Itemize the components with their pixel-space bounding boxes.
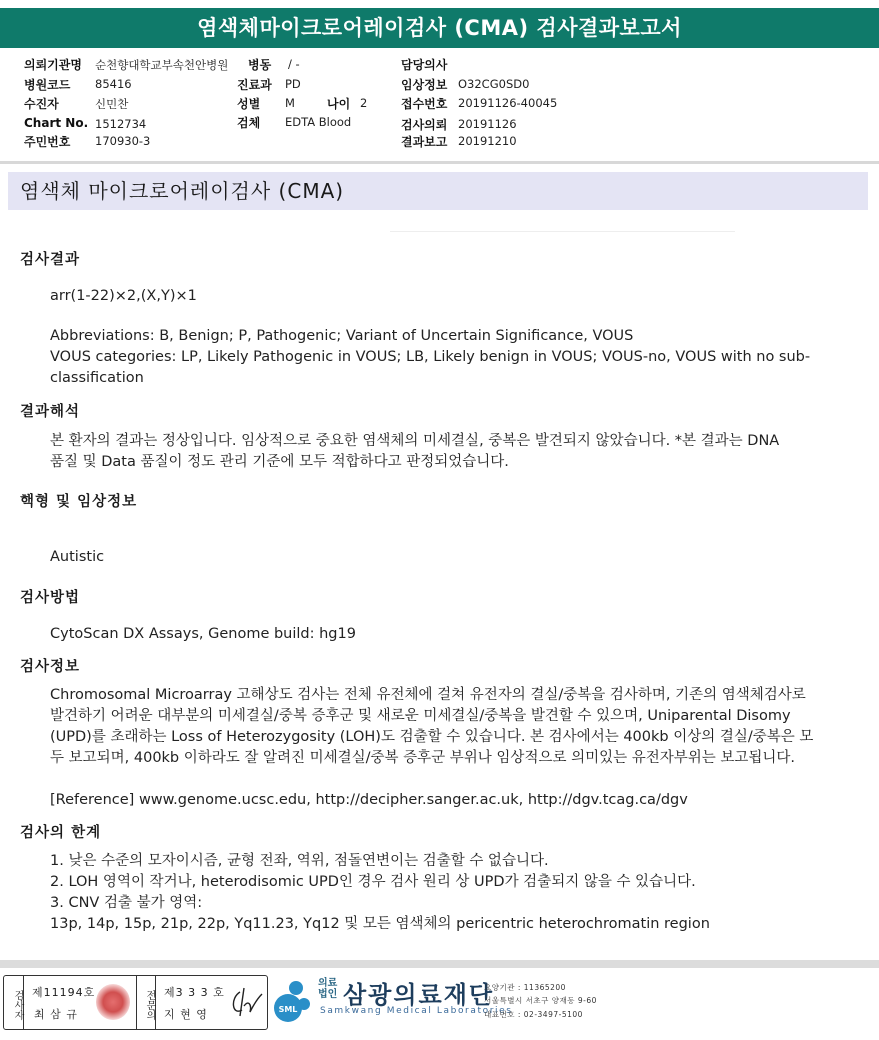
sex-label: 성별	[237, 97, 261, 111]
section-banner: 염색체 마이크로어레이검사 (CMA)	[8, 172, 868, 210]
org-name-en: Samkwang Medical Laboratories	[320, 1006, 513, 1016]
test-info-line2: 발견하기 어려운 대부분의 미세결실/중복 증후군 및 새로운 미세결실/중복을 발견할 수 있으며, Uniparental Disomy	[50, 708, 791, 724]
sml-logo-icon	[272, 978, 316, 1026]
specimen-label: 검체	[237, 116, 261, 130]
test-info-line1: Chromosomal Microarray 고해상도 검사는 전체 유전체에 걸쳐 유전자의 결실/중복을 검사하며, 기존의 염색체검사로	[50, 687, 806, 703]
specimen-value: EDTA Blood	[285, 115, 352, 129]
resident-no-value: 170930-3	[95, 134, 151, 148]
limit-item-3-detail: 13p, 14p, 15p, 21p, 22p, Yq11.23, Yq12 및 모든 염색체의 pericentric heterochromatin region	[50, 916, 710, 932]
specialist-label: 전문의	[136, 976, 156, 1029]
interpretation-line2: 품질 및 Data 품질이 정도 관리 기준에 모두 적합하다고 판정되었습니다.	[50, 454, 509, 470]
inspector-label: 검사자	[4, 976, 24, 1029]
receipt-no-label: 접수번호	[401, 97, 448, 111]
interpretation-line1: 본 환자의 결과는 정상입니다. 임상적으로 중요한 염색체의 미세결실, 중복은 발견되지 않았습니다. *본 결과는 DNA	[50, 433, 780, 449]
age-label: 나이	[327, 97, 351, 111]
patient-info-block	[0, 56, 879, 156]
chart-no-label: Chart No.	[24, 116, 89, 130]
org-type-line1: 의료	[318, 978, 338, 989]
limits-heading: 검사의 한계	[20, 825, 102, 841]
test-info-heading: 검사정보	[20, 659, 81, 675]
inspector-license: 제11194호	[32, 986, 96, 999]
inspector-seal-icon	[96, 984, 130, 1020]
signature-box	[3, 975, 268, 1030]
result-report-label: 결과보고	[401, 135, 448, 149]
contact-code: 요양기관 : 11365200	[484, 983, 566, 992]
org-type	[318, 978, 337, 1000]
limit-item-2: 2. LOH 영역이 작거나, heterodisomic UPD인 경우 검사 원리 상 UPD가 검출되지 않을 수 있습니다.	[50, 874, 696, 890]
doctor-label: 담당의사	[401, 58, 448, 72]
age-value: 2	[360, 96, 368, 110]
ward-value: / -	[288, 57, 300, 71]
institution-value: 순천향대학교부속천안병원	[95, 58, 229, 72]
resident-no-label: 주민번호	[24, 135, 71, 149]
vous-categories-line2: classification	[50, 370, 144, 386]
hospital-code-value: 85416	[95, 77, 132, 91]
result-value: arr(1-22)×2,(X,Y)×1	[50, 288, 197, 304]
department-label: 진료과	[237, 78, 272, 92]
org-name: 삼광의료재단	[343, 981, 495, 1009]
specialist-license: 제3 3 3 호	[164, 986, 225, 999]
abbreviations-text: Abbreviations: B, Benign; P, Pathogenic; Variant of Uncertain Significance, VOUS	[50, 328, 634, 344]
karyotype-heading: 핵형 및 임상정보	[20, 494, 138, 510]
footer-divider	[0, 960, 879, 968]
org-type-line2: 법인	[318, 989, 338, 1000]
inspector-name: 최 삼 규	[34, 1008, 78, 1021]
vous-categories-line1: VOUS categories: LP, Likely Pathogenic in VOUS; LB, Likely benign in VOUS; VOUS-no, VOUS with no sub-	[50, 349, 811, 365]
interpretation-heading: 결과해석	[20, 404, 81, 420]
reference-text: [Reference] www.genome.ucsc.edu, http://decipher.sanger.ac.uk, http://dgv.tcag.ca/dgv	[50, 792, 688, 808]
department-value: PD	[285, 77, 301, 91]
method-value: CytoScan DX Assays, Genome build: hg19	[50, 626, 356, 642]
limit-item-3: 3. CNV 검출 불가 영역:	[50, 895, 203, 911]
contact-phone: 대표번호 : 02-3497-5100	[484, 1010, 583, 1019]
test-request-label: 검사의뢰	[401, 118, 448, 132]
faint-divider	[390, 231, 735, 232]
limit-item-1: 1. 낮은 수준의 모자이시즘, 균형 전좌, 역위, 점돌연변이는 검출할 수 없습니다.	[50, 853, 549, 869]
clinical-info-label: 임상정보	[401, 78, 448, 92]
report-title: 염색체마이크로어레이검사 (CMA) 검사결과보고서	[0, 8, 879, 48]
specialist-name: 지 현 영	[164, 1008, 208, 1021]
patient-name-value: 신민찬	[95, 97, 129, 111]
sex-value: M	[285, 96, 295, 110]
karyotype-value: Autistic	[50, 549, 105, 565]
info-divider	[0, 161, 879, 164]
receipt-no-value: 20191126-40045	[458, 96, 558, 110]
institution-label: 의뢰기관명	[24, 58, 82, 72]
ward-label: 병동	[248, 58, 272, 72]
method-heading: 검사방법	[20, 590, 81, 606]
test-info-line3: (UPD)를 초래하는 Loss of Heterozygosity (LOH)도 검출할 수 있습니다. 본 검사에서는 400kb 이상의 결실/중복은 모	[50, 729, 814, 745]
test-request-value: 20191126	[458, 117, 517, 131]
patient-name-label: 수진자	[24, 97, 59, 111]
logo-text: SML	[278, 1005, 298, 1014]
clinical-info-value: O32CG0SD0	[458, 77, 530, 91]
test-info-line4: 두 보고되며, 400kb 이하라도 잘 알려진 미세결실/중복 증후군 부위나 임상적으로 의미있는 유전자부위는 보고됩니다.	[50, 750, 796, 766]
contact-address: 서울특별시 서초구 양재동 9-60	[484, 996, 597, 1005]
result-heading: 검사결과	[20, 252, 81, 268]
hospital-code-label: 병원코드	[24, 78, 71, 92]
chart-no-value: 1512734	[95, 117, 147, 131]
result-report-value: 20191210	[458, 134, 517, 148]
specialist-signature-icon	[226, 982, 266, 1022]
